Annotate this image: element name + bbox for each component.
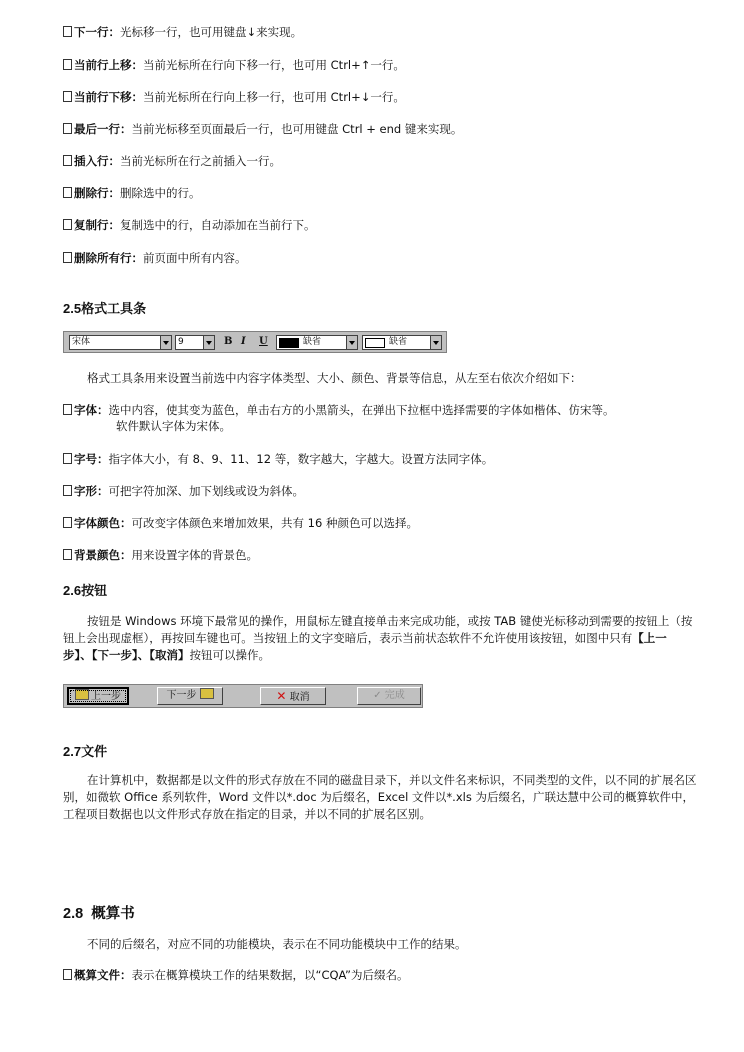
bullet-box-icon (63, 187, 72, 198)
budget-intro: 不同的后缀名，对应不同的功能模块，表示在不同功能模块中工作的结果。 (87, 937, 467, 951)
font-color-swatch (279, 338, 299, 348)
list-item: 插入行：当前光标所在行之前插入一行。 (63, 153, 281, 169)
bullet-box-icon (63, 453, 72, 464)
list-item: 当前行上移：当前光标所在行向下移一行，也可用 Ctrl+↑一行。 (63, 57, 405, 73)
bullet-box-icon (63, 252, 72, 263)
background-color-dropdown-arrow-icon[interactable] (430, 335, 442, 350)
files-paragraph: 在计算机中，数据都是以文件的形式存放在不同的磁盘目录下，并以文件名来标识，不同类型的文件，以不同的扩展名区别，如微软 Office 系列软件，Word 文件以*.doc 为后缀名，Excel 文件以*.xls 为后缀名，广联达慧中公司的概算软件中，工程项目数据也以文件形式存放在指定的目录，并以不同的扩展名区别。 (63, 773, 697, 821)
list-item: 当前行下移：当前光标所在行向上移一行，也可用 Ctrl+↓一行。 (63, 89, 405, 105)
underline-button[interactable]: U (259, 336, 268, 347)
bullet-box-icon (63, 485, 72, 496)
list-item: 删除所有行：前页面中所有内容。 (63, 250, 247, 266)
back-arrow-icon (75, 689, 89, 700)
bullet-box-icon (63, 59, 72, 70)
list-item: 删除行：删除选中的行。 (63, 185, 201, 201)
list-item: 字体颜色：可改变字体颜色来增加效果，共有 16 种颜色可以选择。 (63, 515, 418, 531)
cancel-button[interactable]: ✕ 取消 (260, 687, 326, 705)
bullet-box-icon (63, 549, 72, 560)
section-heading: 2.6按钮 (63, 583, 108, 598)
size-dropdown-arrow-icon[interactable] (203, 335, 215, 350)
list-item: 字形：可把字符加深、加下划线或设为斜体。 (63, 483, 304, 499)
section-heading: 2.5格式工具条 (63, 301, 147, 316)
list-item: 最后一行：当前光标移至页面最后一行，也可用键盘 Ctrl + end 键来实现。 (63, 121, 462, 137)
section-heading: 2.7文件 (63, 744, 108, 759)
next-step-button[interactable]: 下一步 (157, 687, 223, 705)
format-toolbar (63, 331, 447, 353)
bullet-box-icon (63, 26, 72, 37)
toolbar-intro: 格式工具条用来设置当前选中内容字体类型、大小、颜色、背景等信息，从左至右依次介绍如下： (87, 371, 582, 385)
bullet-box-icon (63, 404, 72, 415)
bullet-box-icon (63, 91, 72, 102)
section-heading: 2.8 概算书 (63, 906, 135, 922)
italic-button[interactable]: I (241, 336, 246, 347)
bullet-box-icon (63, 123, 72, 134)
list-item: 复制行：复制选中的行，自动添加在当前行下。 (63, 217, 316, 233)
check-icon: ✓ (373, 690, 382, 701)
font-color-select[interactable]: 缺省 (276, 335, 348, 350)
font-dropdown-arrow-icon[interactable] (160, 335, 172, 350)
previous-step-button[interactable]: 上一步 (67, 687, 129, 705)
close-x-icon: ✕ (276, 689, 287, 703)
background-color-select[interactable]: 缺省 (362, 335, 432, 350)
list-item: 下一行：光标移一行，也可用键盘↓来实现。 (63, 24, 302, 40)
bullet-box-icon (63, 969, 72, 980)
list-item: 概算文件：表示在概算模块工作的结果数据，以“CQA”为后缀名。 (63, 967, 408, 983)
font-color-dropdown-arrow-icon[interactable] (346, 335, 358, 350)
buttons-paragraph: 按钮是 Windows 环境下最常见的操作，用鼠标左键直接单击来完成功能，或按 TAB 键使光标移动到需要的按钮上（按钮上会出现虚框），再按回车键也可。当按钮上的文字变暗后，表示当前状态软件不允许使用该按钮，如图中只有【上一步】、【下一步】、【取消】按钮可以操作。 (63, 614, 693, 662)
bullet-box-icon (63, 517, 72, 528)
finish-button[interactable]: ✓ 完成 (357, 687, 421, 705)
bullet-box-icon (63, 219, 72, 230)
forward-arrow-icon (200, 688, 214, 699)
bold-button[interactable]: B (224, 336, 233, 347)
font-size-select[interactable]: 9 (175, 335, 205, 350)
list-item: 背景颜色：用来设置字体的背景色。 (63, 547, 258, 563)
list-item: 字体：选中内容，使其变为蓝色，单击右方的小黑箭头，在弹出下拉框中选择需要的字体如楷体、仿宋等。 (63, 402, 615, 418)
font-select[interactable]: 宋体 (69, 335, 162, 350)
list-item-continuation: 软件默认字体为宋体。 (116, 419, 231, 433)
list-item: 字号：指字体大小，有 8、9、11、12 等，数字越大，字越大。设置方法同字体。 (63, 451, 493, 467)
bullet-box-icon (63, 155, 72, 166)
wizard-button-bar (63, 684, 423, 708)
background-color-swatch (365, 338, 385, 348)
